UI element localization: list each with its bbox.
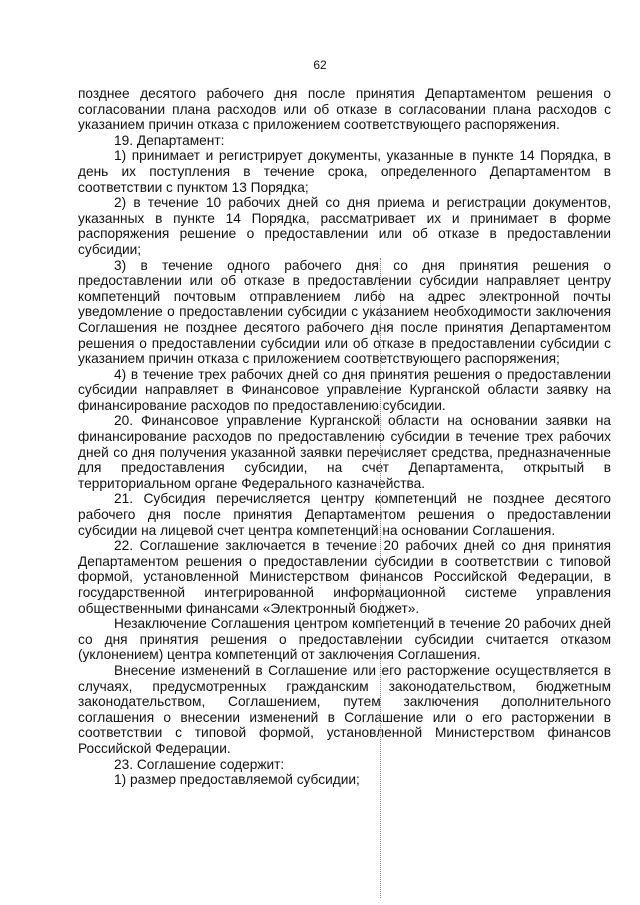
paragraph: позднее десятого рабочего дня после принятия Департаментом решения о согласовании плана расходов или об отказе в согласовании плана расходов с указанием причин отказа с приложением соответствующего распоряжения. xyxy=(78,86,611,133)
paragraph: Незаключение Соглашения центром компетенций в течение 20 рабочих дней со дня принятия решения о предоставлении субсидии считается отказом (уклонением) центра компетенций от заключения Соглашения. xyxy=(78,616,611,663)
paragraph: 3) в течение одного рабочего дня со дня принятия решения о предоставлении или об отказе в предоставлении субсидии направляет центру компетенций почтовым отправлением либо на адрес электронной почты уведомление о предоставлении субсидии с указанием необходимости заключения Соглашения не позднее десятого рабочего дня после принятия Департаментом решения о предоставлении субсидии или об отказе в предоставлении субсидии с указанием причин отказа с приложением соответствующего распоряжения; xyxy=(78,257,611,367)
paragraph: 4) в течение трех рабочих дней со дня принятия решения о предоставлении субсидии направляет в Финансовое управление Курганской области заявку на финансирование расходов по предоставлению субсидии. xyxy=(78,366,611,413)
paragraph: 22. Соглашение заключается в течение 20 рабочих дней со дня принятия Департаментом решения о предоставлении субсидии в соответствии с типовой формой, установленной Министерством финансов Российской Федерации, в государственной интегрированной информационной системе управления общественными финансами «Электронный бюджет». xyxy=(78,538,611,616)
paragraph: 20. Финансовое управление Курганской области на основании заявки на финансирование расходов по предоставлению субсидии в течение трех рабочих дней со дня получения указанной заявки перечисляет средства, предназначенные для предоставления субсидии, на счет Департамента, открытый в территориальном органе Федерального казначейства. xyxy=(78,413,611,491)
paragraph: 1) принимает и регистрирует документы, указанные в пункте 14 Порядка, в день их поступления в течение срока, определенного Департаментом в соответствии с пунктом 13 Порядка; xyxy=(78,148,611,195)
paragraph: 19. Департамент: xyxy=(114,132,225,148)
paragraph: Внесение изменений в Соглашение или его расторжение осуществляется в случаях, предусмотренных гражданским законодательством, бюджетным законодательством, Соглашением, путем заключения дополнительного соглашения о внесении изменений в Соглашение или о его расторжении в соответствии с типовой формой, установленной Министерством финансов Российской Федерации. xyxy=(78,662,611,756)
document-body xyxy=(78,86,611,788)
paragraph: 23. Соглашение содержит: xyxy=(114,756,285,772)
paragraph: 21. Субсидия перечисляется центру компетенций не позднее десятого рабочего дня после принятия Департаментом решения о предоставлении субсидии на лицевой счет центра компетенций на основании Соглашения. xyxy=(78,491,611,538)
paragraph: 1) размер предоставляемой субсидии; xyxy=(114,772,360,788)
page-number: 62 xyxy=(313,58,327,72)
paragraph: 2) в течение 10 рабочих дней со дня приема и регистрации документов, указанных в пункте 14 Порядка, рассматривает их и принимает в форме распоряжения решение о предоставлении или об отказе в предоставлении субсидии; xyxy=(78,195,611,257)
scan-fold-line xyxy=(380,258,381,898)
